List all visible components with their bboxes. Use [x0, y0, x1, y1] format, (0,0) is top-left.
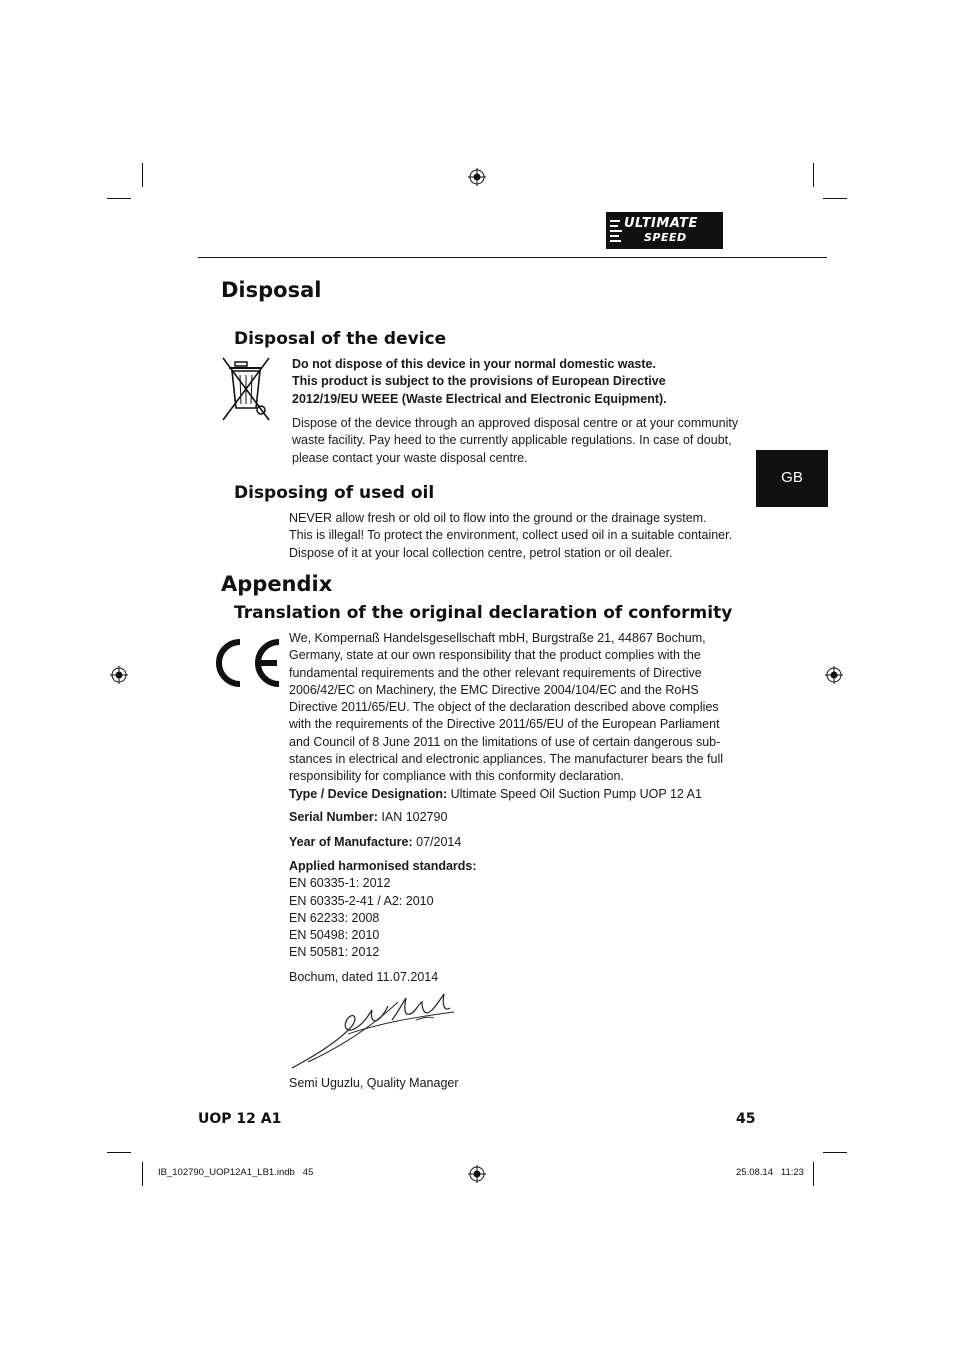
device-instructions — [292, 415, 738, 467]
crop-mark — [142, 163, 143, 187]
text-line: This product is subject to the provisions of European Directive — [292, 374, 666, 389]
print-stamp: 25.08.14 11:23 — [736, 1167, 804, 1178]
standard-item: EN 60335-1: 2012 — [289, 876, 391, 891]
registration-mark-icon — [825, 666, 843, 684]
text-line: waste facility. Pay heed to the currently applicable regulations. In case of doubt, — [292, 433, 732, 448]
text-line: 2006/42/EC on Machinery, the EMC Directive 2004/104/EC and the RoHS — [289, 682, 699, 697]
type-value: Ultimate Speed Oil Suction Pump UOP 12 A1 — [447, 786, 702, 801]
serial-line — [289, 809, 447, 826]
text-line: This is illegal! To protect the environment, collect used oil in a suitable container. — [289, 528, 733, 543]
standard-item: EN 60335-2-41 / A2: 2010 — [289, 893, 434, 908]
crossed-out-bin-icon — [221, 356, 273, 422]
language-tab-label: GB — [781, 469, 803, 486]
signature-image — [288, 990, 460, 1072]
text-line: 2012/19/EU WEEE (Waste Electrical and Electronic Equipment). — [292, 391, 667, 406]
logo-text-bottom: SPEED — [644, 231, 687, 244]
brand-logo — [606, 212, 723, 249]
standards-block — [289, 858, 477, 962]
registration-mark-icon — [468, 168, 486, 186]
text-line: Directive 2011/65/EU. The object of the declaration described above complies — [289, 700, 719, 715]
disposal-title: Disposal — [221, 278, 322, 302]
year-label: Year of Manufacture: — [289, 835, 413, 849]
text-line: and Council of 8 June 2011 on the limitations of use of certain dangerous sub- — [289, 734, 721, 749]
used-oil-title: Disposing of used oil — [234, 483, 435, 503]
crop-mark — [823, 198, 847, 199]
crop-mark — [823, 1152, 847, 1153]
text-line: Dispose of the device through an approved disposal centre or at your community — [292, 416, 739, 430]
text-line: please contact your waste disposal centre. — [292, 450, 528, 465]
text-line: with the requirements of the Directive 2011/65/EU of the European Parliament — [289, 717, 720, 732]
page-number: 45 — [736, 1111, 756, 1127]
text-line: fundamental requirements and the other relevant requirements of Directive — [289, 665, 702, 680]
used-oil-text — [289, 510, 732, 562]
text-line: stances in electrical and electronic appliances. The manufacturer bears the full — [289, 752, 724, 767]
type-label: Type / Device Designation: — [289, 786, 448, 801]
crop-mark — [107, 1152, 131, 1153]
text-line: Germany, state at our own responsibility that the product complies with the — [289, 648, 701, 663]
year-value: 07/2014 — [412, 835, 462, 849]
text-line: Dispose of it at your local collection centre, petrol station or oil dealer. — [289, 545, 673, 560]
standards-label: Applied harmonised standards: — [289, 859, 477, 873]
file-info: IB_102790_UOP12A1_LB1.indb 45 — [158, 1167, 314, 1178]
footer-model: UOP 12 A1 — [198, 1111, 282, 1127]
text-line: NEVER allow fresh or old oil to flow into the ground or the drainage system. — [289, 511, 707, 525]
text-line: responsibility for compliance with this conformity declaration. — [289, 769, 624, 784]
device-disposal-title: Disposal of the device — [234, 329, 447, 349]
text-line: Do not dispose of this device in your normal domestic waste. — [292, 357, 656, 371]
logo-text-top: ULTIMATE — [624, 216, 698, 231]
crop-mark — [813, 1162, 814, 1186]
conformity-title: Translation of the original declaration of conformity — [234, 603, 733, 623]
registration-mark-icon — [110, 666, 128, 684]
appendix-title: Appendix — [221, 572, 333, 596]
place-date: Bochum, dated 11.07.2014 — [289, 970, 439, 984]
signatory: Semi Uguzlu, Quality Manager — [289, 1076, 459, 1090]
conformity-text — [289, 630, 723, 803]
crop-mark — [813, 163, 814, 187]
registration-mark-icon — [468, 1165, 486, 1183]
crop-mark — [142, 1162, 143, 1186]
standard-item: EN 50581: 2012 — [289, 945, 380, 960]
text-line: We, Kompernaß Handelsgesellschaft mbH, Burgstraße 21, 44867 Bochum, — [289, 631, 706, 645]
serial-value: IAN 102790 — [377, 810, 448, 824]
crop-mark — [107, 198, 131, 199]
serial-label: Serial Number: — [289, 810, 378, 824]
year-line — [289, 834, 461, 851]
device-warning — [292, 356, 667, 408]
header-rule — [198, 257, 827, 258]
standard-item: EN 62233: 2008 — [289, 910, 380, 925]
type-line — [289, 786, 723, 803]
standard-item: EN 50498: 2010 — [289, 928, 380, 943]
ce-mark-icon — [209, 636, 283, 690]
